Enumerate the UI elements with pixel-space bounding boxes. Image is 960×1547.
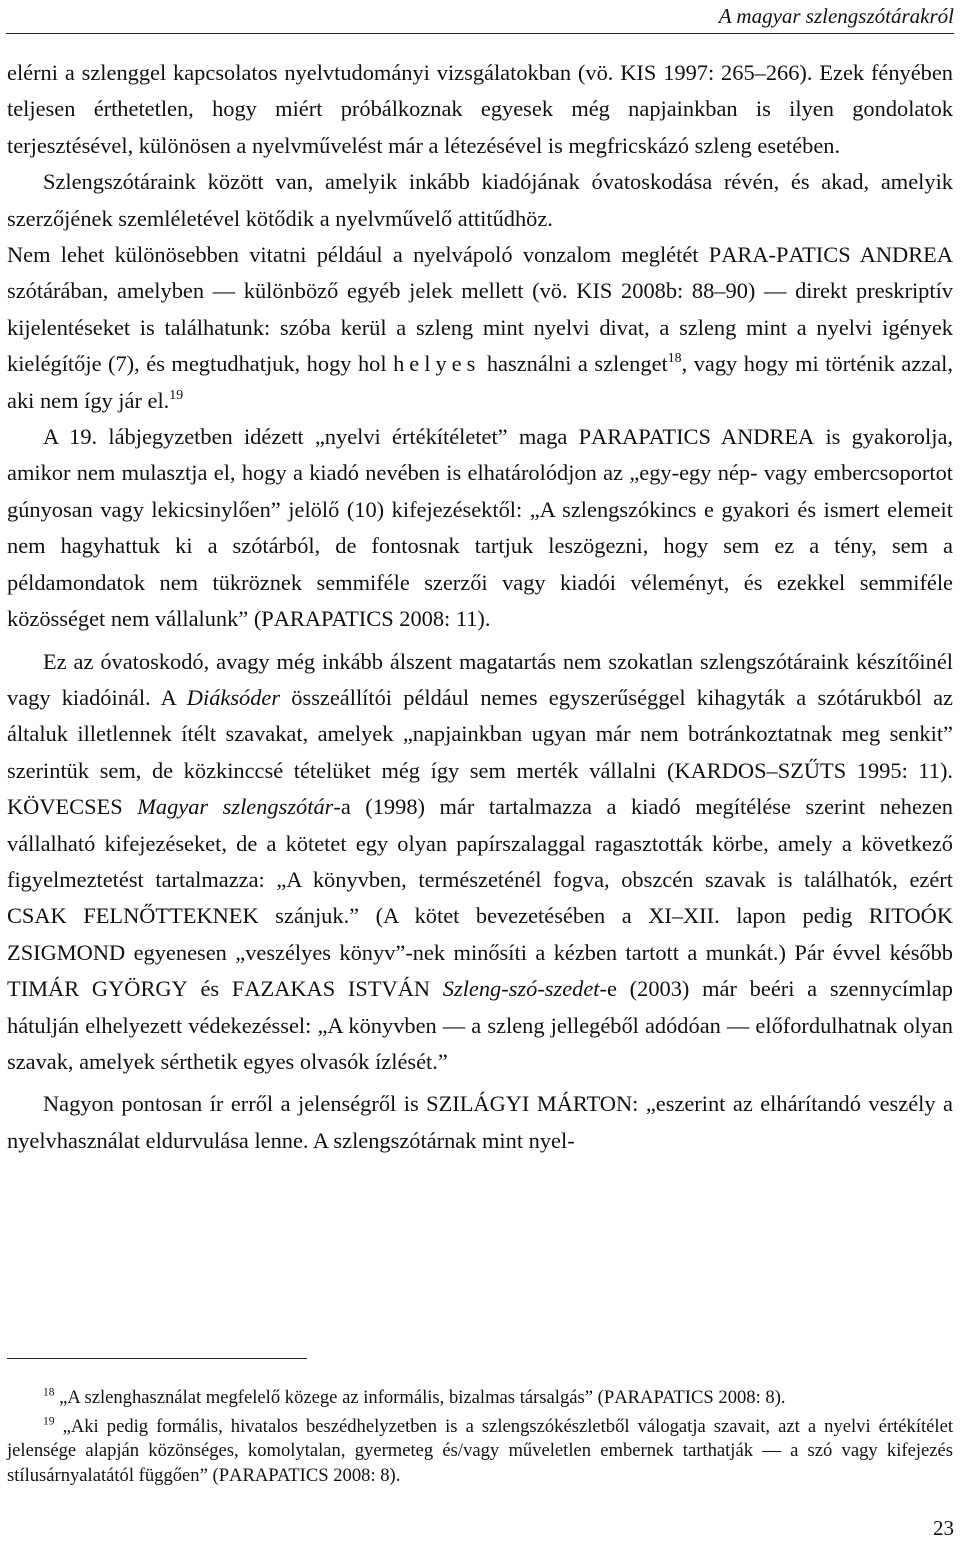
paragraph-5: Ez az óvatoskodó, avagy még inkább álszent magatartás nem szokatlan szlengszótáraink készítőinél vagy kiadóinál. A Diáksóder összeállítói például nemes egyszerűséggel kihagyták a szótárukból az általuk illetlennek ítélt szavakat, amelyek „napjainkban ugyan már nem botránkoztatnak meg senkit” szerintük sem, de közkinccsé tételüket még így sem merték vállalni (KARDOS–SZŰTS 1995: 11). KÖVECSES Magyar szlengszótár-a (1998) már tartalmazza a kiadó megítélése szerint nehezen vállalható kifejezéseket, de a kötetet egy olyan papírszalaggal ragasztották körbe, amely a következő figyelmeztetést tartalmazza: „A könyvben, természeténél fogva, obszcén szavak is találhatók, ezért CSAK FELNŐTTEKNEK szánjuk.” (A kötet bevezetésében a XI–XII. lapon pedig RITOÓK ZSIGMOND egyenesen „veszélyes könyv”-nek minősíti a kézben tartott a munkát.) Pár évvel később TIMÁR GYÖRGY és FAZAKAS ISTVÁN Szleng-szó-szedet-e (2003) már beéri a szennycímlap hátulján elhelyezett védekezéssel: „A könyvben — a szleng jellegéből adódóan — előfordulhatnak olyan szavak, amelyek sérthetik egyes olvasók ízlését.” xyxy=(7,648,954,1074)
page-number: 23 xyxy=(933,1516,954,1540)
header-rule xyxy=(6,33,954,34)
paragraph-6: Nagyon pontosan ír erről a jelenségről is SZILÁGYI MÁRTON: „eszerint az elhárítandó veszély a nyelvhasználat eldurvulása lenne. A szlengszótárnak mint nyel- xyxy=(7,1091,953,1153)
paragraph-2: Szlengszótáraink között van, amelyik inkább kiadójának óvatoskodása révén, és akad, amelyik szerzőjének szemléletével kötődik a nyelvművelő attitűdhöz. xyxy=(7,169,953,231)
footnote-number: 18 xyxy=(43,1386,55,1399)
paragraph-3: Nem lehet különösebben vitatni például a nyelvápoló vonzalom meglétét PARA-PATICS ANDREA szótárában, amelyben — különböző egyéb jelek mellett (vö. KIS 2008b: 88–90) — direkt preskriptív kijelentéseket is találhatunk: szóba kerül a szleng mint nyelvi divat, a szleng mint a nyelvi igények kielégítője (7), és megtudhatjuk, hogy hol helyes használni a szlenget$^{18}$, vagy hogy mi történik azzal, aki nem így jár el.$^{19}$ xyxy=(7,242,954,413)
footnote-ref-18: 18 xyxy=(667,351,682,367)
footnote-number: 19 xyxy=(43,1415,55,1428)
footnote-18: $^{18}$ „A szlenghasználat megfelelő közege az informális, bizalmas társalgás” (PARAPATICS 2008: 8). xyxy=(43,1386,786,1408)
footnotes xyxy=(7,1386,953,1492)
spaced-emphasis: helyes xyxy=(393,351,481,377)
footnote-rule xyxy=(7,1358,307,1359)
footnote-ref-19: 19 xyxy=(169,387,184,403)
running-head: A magyar szlengszótárakról xyxy=(718,4,954,28)
paragraph-1: elérni a szlenggel kapcsolatos nyelvtudományi vizsgálatokban (vö. KIS 1997: 265–266). Ezek fényében teljesen érthetetlen, hogy miért próbálkoznak egyesek még napjainkban is ilyen gondolatok terjesztésével, különösen a nyelvművelést már a létezésével is megfricskázó szleng esetében. xyxy=(7,60,953,158)
footnote-19: $^{19}$ „Aki pedig formális, hivatalos beszédhelyzetben is a szlengszókészletből válogatja szavait, azt a nyelvi értékítélet jelensége alapján közönséges, komolytalan, gyermeteg és/vagy műveletlen embernek tarthatják — a szó vagy kifejezés stílusárnyalatától függően” (PARAPATICS 2008: 8). xyxy=(7,1415,954,1486)
paragraph-4: A 19. lábjegyzetben idézett „nyelvi értékítéletet” maga PARAPATICS ANDREA is gyakorolja, amikor nem mulasztja el, hogy a kiadó nevében is elhatárolódjon az „egy-egy nép- vagy embercsoportot gúnyosan vagy lekicsinylően” jelölő (10) kifejezésektől: „A szlengszókincs e gyakori és ismert elemeit nem hagyhattuk ki a szótárból, de fontosnak tartjuk leszögezni, hogy sem ez a tény, sem a példamondatok nem tükröznek semmiféle szerzői vagy kiadói véleményt, és ezekkel semmiféle közösséget nem vállalunk” (PARAPATICS 2008: 11). xyxy=(7,424,953,632)
body-text xyxy=(7,55,953,1159)
